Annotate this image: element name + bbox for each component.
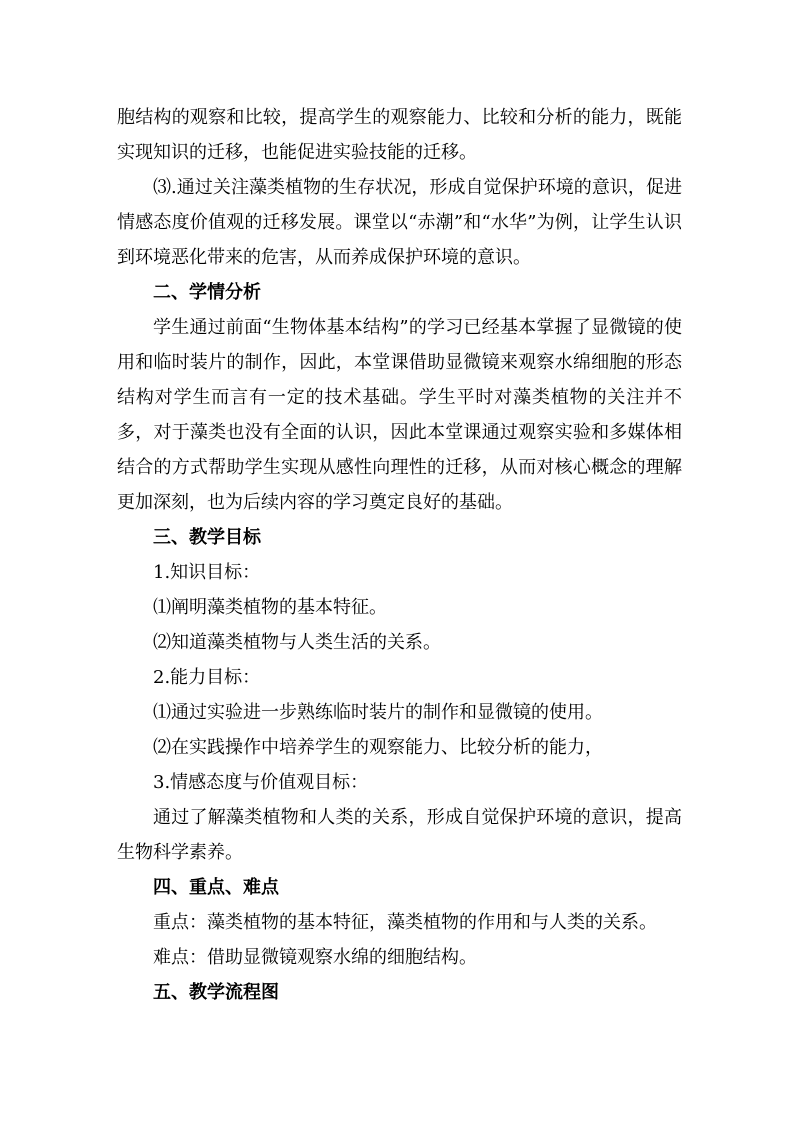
key-point: 重点：藻类植物的基本特征，藻类植物的作用和与人类的关系。 [153,912,657,933]
paragraph-goal-3: ⑶.通过关注藻类植物的生存状况，形成自觉保护环境的意识，促进情感态度价值观的迁移发展。课堂以“赤潮”和“水华”为例，让学生认识到环境恶化带来的危害，从而养成保护环境的意识。 [117,177,682,268]
document-body [117,100,682,1010]
heading-key-points: 四、重点、难点 [153,877,279,898]
goal-ability-item-2: ⑵在实践操作中培养学生的观察能力、比较分析的能力， [153,737,603,758]
goal-knowledge-item-2: ⑵知道藻类植物与人类生活的关系。 [153,632,441,653]
heading-teaching-flowchart: 五、教学流程图 [153,982,279,1003]
difficult-point: 难点：借助显微镜观察水绵的细胞结构。 [153,947,477,968]
goal-knowledge-item-1: ⑴阐明藻类植物的基本特征。 [153,597,387,618]
goal-ability-title: 2.能力目标： [153,667,261,688]
paragraph-student-analysis: 学生通过前面“生物体基本结构”的学习已经基本掌握了显微镜的使用和临时装片的制作，因此，本堂课借助显微镜来观察水绵细胞的形态结构对学生而言有一定的技术基础。学生平时对藻类植物的关注并不多，对于藻类也没有全面的认识，因此本堂课通过观察实验和多媒体相结合的方式帮助学生实现从感性向理性的迁移，从而对核心概念的理解更加深刻，也为后续内容的学习奠定良好的基础。 [117,317,682,513]
goal-knowledge-title: 1.知识目标： [153,562,261,583]
heading-teaching-goals: 三、教学目标 [153,527,261,548]
goal-emotion-title: 3.情感态度与价值观目标： [153,772,369,793]
paragraph-continuation: 胞结构的观察和比较，提高学生的观察能力、比较和分析的能力，既能实现知识的迁移，也能促进实验技能的迁移。 [117,107,682,163]
goal-ability-item-1: ⑴通过实验进一步熟练临时装片的制作和显微镜的使用。 [153,702,603,723]
heading-student-analysis: 二、学情分析 [153,282,261,303]
goal-emotion-item: 通过了解藻类植物和人类的关系，形成自觉保护环境的意识，提高生物科学素养。 [117,807,682,863]
